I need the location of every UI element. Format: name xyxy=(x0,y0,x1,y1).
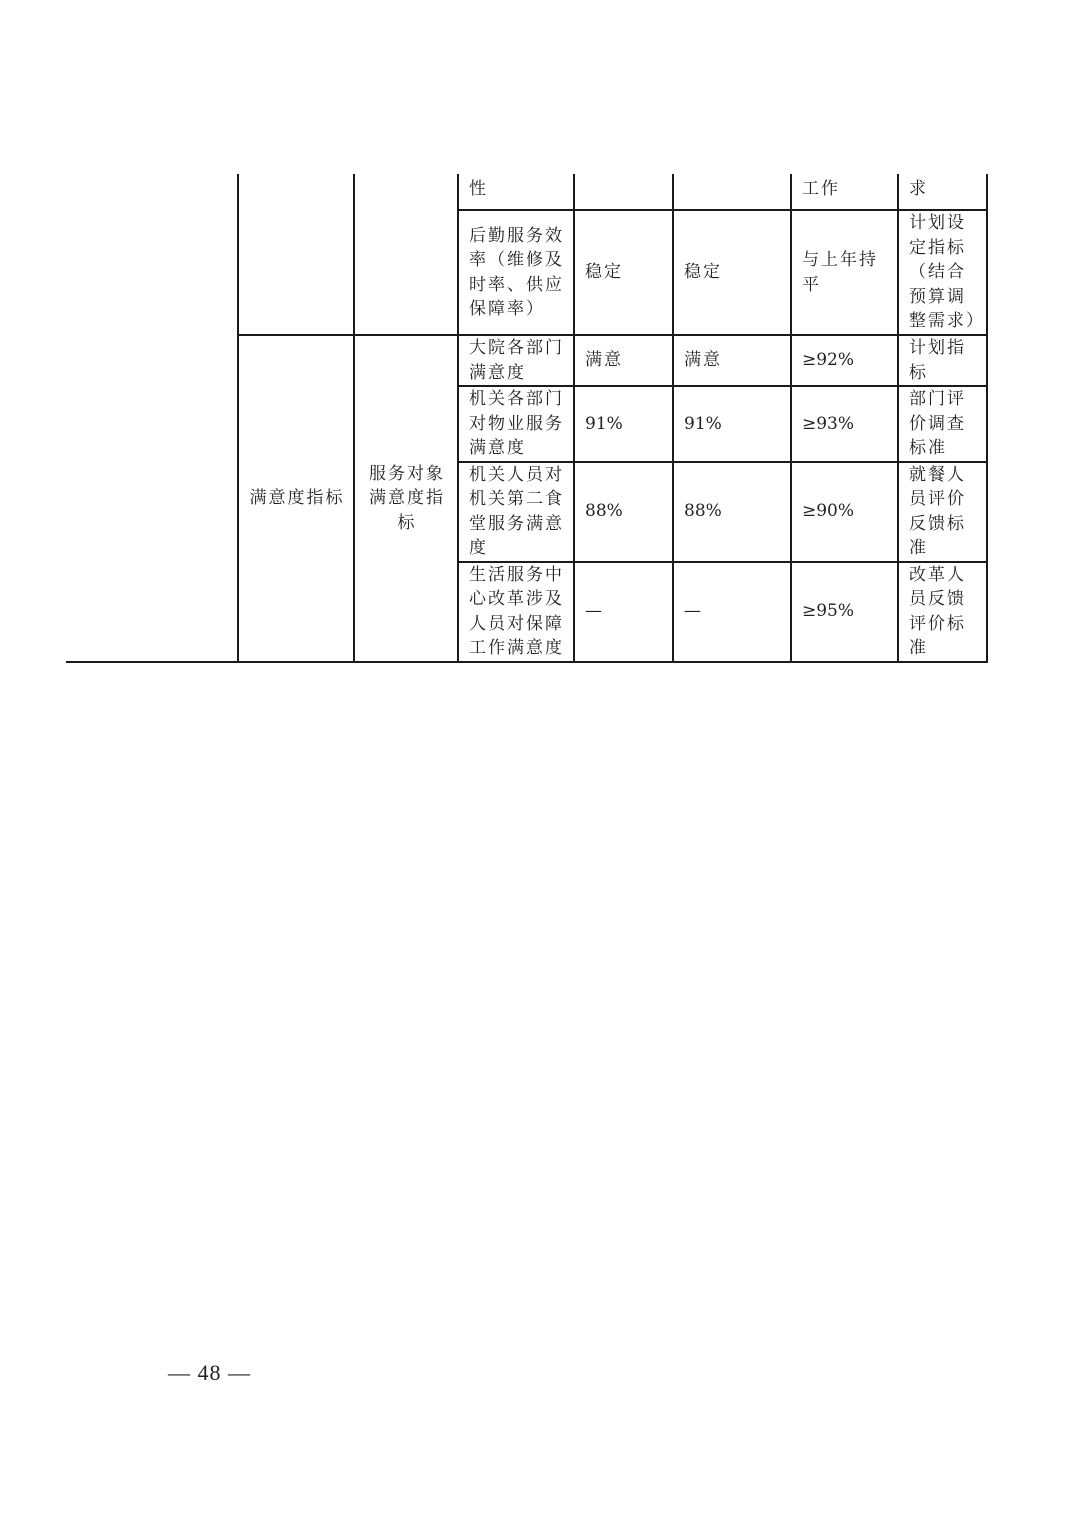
level3-service-satisfaction-cell: 服务对象满意度指标 xyxy=(354,335,458,662)
basis-cell: 求 xyxy=(898,174,987,210)
target-value-cell: ≥93% xyxy=(791,386,898,462)
last-year-value-cell: 91% xyxy=(673,386,791,462)
current-value-cell: — xyxy=(574,562,673,662)
basis-cell: 就餐人员评价反馈标准 xyxy=(898,462,987,562)
current-value-cell xyxy=(574,174,673,210)
last-year-value-cell: 稳定 xyxy=(673,210,791,335)
basis-cell: 计划指标 xyxy=(898,335,987,386)
basis-cell: 改革人员反馈评价标准 xyxy=(898,562,987,662)
current-value-cell: 稳定 xyxy=(574,210,673,335)
basis-cell: 部门评价调查标准 xyxy=(898,386,987,462)
performance-indicator-table xyxy=(66,174,987,663)
last-year-value-cell: 满意 xyxy=(673,335,791,386)
last-year-value-cell xyxy=(673,174,791,210)
level2-satisfaction-cell: 满意度指标 xyxy=(238,335,354,662)
indicator-cell: 大院各部门满意度 xyxy=(458,335,574,386)
last-year-value-cell: 88% xyxy=(673,462,791,562)
target-value-cell: 与上年持平 xyxy=(791,210,898,335)
level2-cell-empty xyxy=(238,174,354,335)
current-value-cell: 88% xyxy=(574,462,673,562)
level1-cell xyxy=(66,174,238,662)
indicator-cell: 机关人员对机关第二食堂服务满意度 xyxy=(458,462,574,562)
table-row xyxy=(66,174,987,210)
indicator-cell: 性 xyxy=(458,174,574,210)
indicator-cell: 生活服务中心改革涉及人员对保障工作满意度 xyxy=(458,562,574,662)
target-value-cell: ≥92% xyxy=(791,335,898,386)
level3-cell-empty xyxy=(354,174,458,335)
current-value-cell: 满意 xyxy=(574,335,673,386)
indicator-table xyxy=(66,174,988,663)
target-value-cell: ≥90% xyxy=(791,462,898,562)
page-number: — 48 — xyxy=(168,1360,251,1385)
indicator-cell: 机关各部门对物业服务满意度 xyxy=(458,386,574,462)
target-value-cell: ≥95% xyxy=(791,562,898,662)
basis-cell: 计划设定指标（结合预算调整需求） xyxy=(898,210,987,335)
last-year-value-cell: — xyxy=(673,562,791,662)
current-value-cell: 91% xyxy=(574,386,673,462)
target-value-cell: 工作 xyxy=(791,174,898,210)
indicator-cell: 后勤服务效率（维修及时率、供应保障率） xyxy=(458,210,574,335)
